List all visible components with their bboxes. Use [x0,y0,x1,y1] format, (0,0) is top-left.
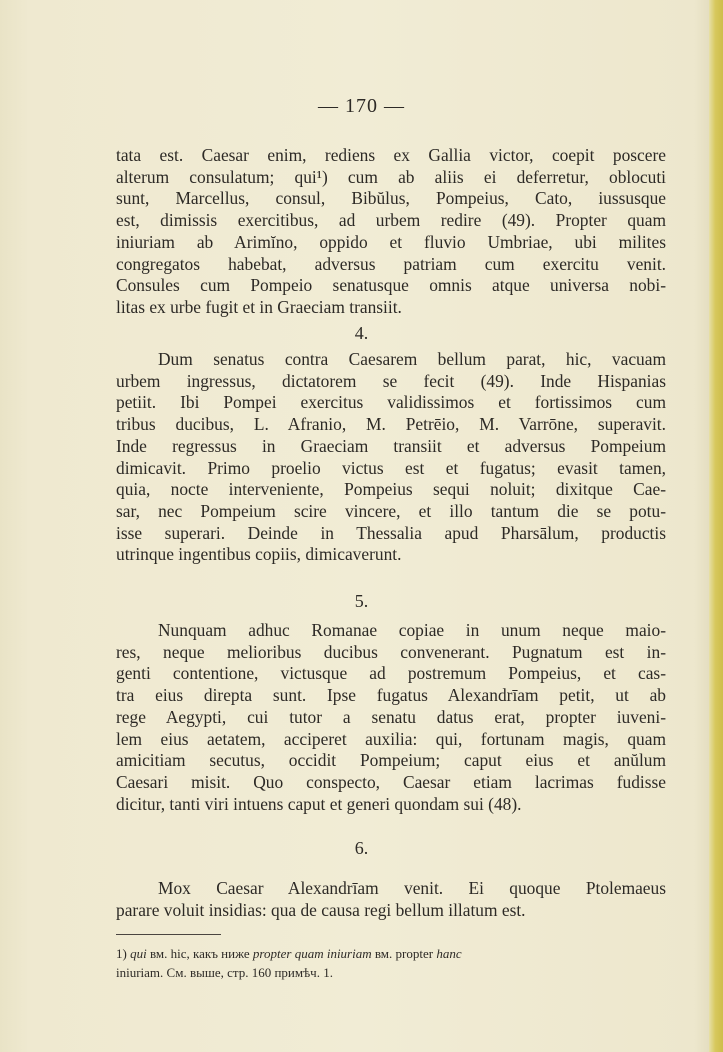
text-line: Dum senatus contra Caesarem bellum parat, hic, vacuam [158,349,666,369]
footnote-line-2: iniuriam. См. выше, стр. 160 примѣч. 1. [116,965,333,980]
text-line: lem eius aetatem, acciperet auxilia: qui, fortunam magis, quam [116,728,666,749]
text-line: dimicavit. Primo proelio victus est et fugatus; evasit tamen, [116,457,666,478]
page-number: — 170 — [318,95,405,117]
text-line: Nunquam adhuc Romanae copiae in unum neque maio- [158,620,666,640]
section-4-paragraph [116,349,666,566]
text-line: Inde regressus in Graeciam transiit et adversus Pompeium [116,435,666,456]
text-line: litas ex urbe fugit et in Graeciam transiit. [116,296,402,317]
text-line: iniuriam ab Arimĭno, oppido et fluvio Umbriae, ubi milites [116,231,666,252]
text-line: Caesari misit. Quo conspecto, Caesar etiam lacrimas fudisse [116,771,666,792]
footnote [116,944,666,982]
text-line: utrinque ingentibus copiis, dimicaverunt. [116,544,402,565]
section-6-paragraph [116,878,666,921]
text-line: congregatos habebat, adversus patriam cum exercitu venit. [116,253,666,274]
text-line: dicitur, tanti viri intuens caput et generi quondam sui (48). [116,793,522,814]
text-line: est, dimissis exercitibus, ad urbem redire (49). Propter quam [116,210,666,231]
top-paragraph [116,145,666,319]
text-line: genti contentione, victusque ad postremum Pompeius, et cas- [116,663,666,684]
page-edge [709,0,723,1052]
text-line: quia, nocte interveniente, Pompeius sequi noluit; dixitque Cae- [116,479,666,500]
footnote-line-1 [116,944,666,963]
text-line: res, neque melioribus ducibus convenerant. Pugnatum est in- [116,641,666,662]
footnote-text: вм. hic, какъ ниже [149,946,253,961]
text-line: isse superari. Deinde in Thessalia apud Pharsālum, productis [116,522,666,543]
text-line: tata est. Caesar enim, rediens ex Gallia victor, coepit poscere [116,145,666,165]
footnote-divider [116,934,221,935]
footnote-marker: 1) [116,946,127,961]
text-line: amicitiam secutus, occidit Pompeium; caput eius et anŭlum [116,750,666,771]
section-5-paragraph [116,620,666,815]
footnote-italic-text: qui [130,946,147,961]
text-line: tribus ducibus, L. Afranio, M. Petrēio, M. Varrōne, superavit. [116,414,666,435]
footnote-italic-text: hanc [436,946,462,961]
text-line: petiit. Ibi Pompei exercitus validissimos et fortissimos cum [116,392,666,413]
text-line: rege Aegypti, cui tutor a senatu datus erat, propter iuveni- [116,706,666,727]
text-line: Consules cum Pompeio senatusque omnis atque universa nobi- [116,275,666,296]
section-number-6: 6. [354,838,369,858]
section-number-4: 4. [354,323,369,343]
text-line: sunt, Marcellus, consul, Bibŭlus, Pompeius, Cato, iussusque [116,188,666,209]
text-line: alterum consulatum; qui¹) cum ab aliis ei deferretur, oblocuti [116,166,666,187]
text-line: Mox Caesar Alexandrīam venit. Ei quoque Ptolemaeus [158,878,666,898]
footnote-italic-text: propter quam iniuriam [252,946,372,961]
text-line: parare voluit insidias: qua de causa regi bellum illatum est. [116,899,526,920]
text-line: urbem ingressus, dictatorem se fecit (49). Inde Hispanias [116,370,666,391]
section-number-5: 5. [354,591,369,611]
text-line: tra eius direpta sunt. Ipse fugatus Alexandrīam petit, ut ab [116,685,666,706]
text-line: sar, nec Pompeium scire vincere, et illo tantum die se potu- [116,500,666,521]
footnote-text: вм. propter [374,946,437,961]
